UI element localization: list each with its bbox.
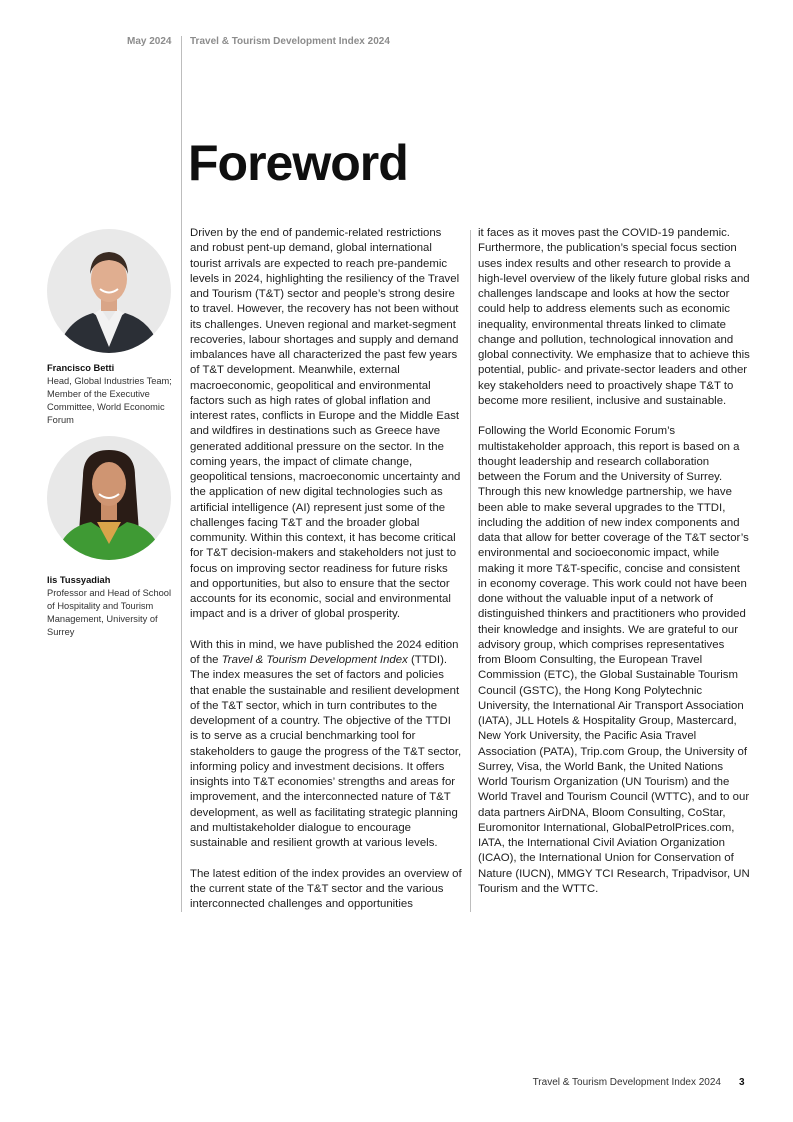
column-divider-middle: [470, 230, 471, 912]
portrait-francisco-betti: [47, 229, 171, 353]
body-column-right: [478, 226, 750, 912]
footer-title: Travel & Tourism Development Index 2024: [532, 1077, 721, 1088]
paragraph: it faces as it moves past the COVID-19 pandemic. Furthermore, the publication’s special focus section uses index results and other research to provide a high-level overview of the likely future global risks and challenges landscape and looks at how the sector could help to address elements such as economic inequality, environmental threats linked to climate change and pollution, technological innovation and global connectivity. We emphasize that to achieve this potential, public- and private-sector leaders and other key stakeholders need to proactively shape T&T to become more resilient, inclusive and sustainable.: [478, 227, 750, 407]
paragraph-text: With this in mind, we have published the 2024 edition of the: [190, 638, 459, 666]
person-caption-iis: [47, 574, 172, 639]
person-caption-francisco: [47, 362, 172, 427]
paragraph-text: (TTDI). The index measures the set of factors and policies that enable the sustainable and resilient development of the T&T sector, which in turn contributes to the development of a country. The objective of the TTDI is to serve as a crucial benchmarking tool for stakeholders to gauge the progress of the T&T sector, informing policy and investment decisions. It offers insights into T&T economies’ strengths and areas for improvement, and the interconnected nature of T&T development, as well as facilitating strategic planning and multistakeholder dialogue to encourage sustainable and resilient growth at various levels.: [190, 654, 462, 849]
index-title-emphasis: Travel & Tourism Development Index: [221, 654, 408, 666]
portrait-iis-tussyadiah: [47, 436, 171, 560]
paragraph: [190, 638, 462, 852]
paragraph: Driven by the end of pandemic-related restrictions and robust pent-up demand, global international tourist arrivals are expected to reach pre-pandemic levels in 2024, highlighting the resiliency of the Travel and Tourism (T&T) sector and people’s strong desire to travel. However, the recovery has not been without its challenges. Uneven regional and market-segment recoveries, labour shortages and supply and demand imbalances have all characterized the past few years of T&T development. Meanwhile, external macroeconomic, geopolitical and environmental factors such as high rates of global inflation and interest rates, conflicts in Europe and the Middle East and wildfires in destinations such as Greece have generated additional pressure on the sector. In the coming years, the impact of climate change, geopolitical tensions, macroeconomic uncertainty and the application of new digital technologies such as artificial intelligence (AI) represent just some of the challenges facing T&T and the broader global community. Within this context, it has become critical for T&T decision-makers and stakeholders not just to focus on improving sector readiness for future risks and opportunities, but also to ensure that the sector accounts for its economic, social and environmental impact and is a driver of global prosperity.: [190, 227, 461, 621]
column-divider-left: [181, 36, 182, 912]
paragraph: The latest edition of the index provides an overview of the current state of the T&T sector and the various interconnected challenges and opportunities: [190, 867, 462, 910]
header-title: Travel & Tourism Development Index 2024: [190, 36, 390, 47]
person-role: Professor and Head of School of Hospitality and Tourism Management, University of Surrey: [47, 588, 172, 637]
page-number: 3: [739, 1077, 745, 1088]
person-role: Head, Global Industries Team; Member of the Executive Committee, World Economic Forum: [47, 376, 172, 425]
person-name: Francisco Betti: [47, 363, 115, 373]
paragraph: Following the World Economic Forum’s multistakeholder approach, this report is based on a thought leadership and research collaboration between the Forum and the University of Surrey. Through this new knowledge partnership, we have been able to make several upgrades to the TTDI, including the addition of new index components and data that allow for better coverage of the T&T sector’s environmental and socioeconomic impact, while making it more T&T-specific, concise and consistent in economy coverage. This work could not have been done without the valuable input of a network of distinguished thinkers and practitioners who provided their knowledge and insights. We are grateful to our advisory group, which comprises representatives from Bloom Consulting, the European Travel Commission (ETC), the Global Sustainable Tourism Council (GSTC), the Hong Kong Polytechnic University, the International Air Transport Association (IATA), JLL Hotels & Hospitality Group, Mastercard, New York University, the Pacific Asia Travel Association (PATA), Trip.com Group, the University of Surrey, Visa, the World Bank, the United Nations World Tourism Organization (UN Tourism) and the World Travel and Tourism Council (WTTC), and to our data partners AirDNA, Bloom Consulting, CoStar, Euromonitor International, GlobalPetrolPrices.com, IATA, the International Civil Aviation Organization (ICAO), the International Union for Conservation of Nature (IUCN), MMGY TCI Research, Tripadvisor, UN Tourism and the WTTC.: [478, 425, 750, 895]
person-name: Iis Tussyadiah: [47, 575, 111, 585]
body-column-left: [190, 226, 462, 928]
page-title: Foreword: [188, 135, 408, 191]
header-date: May 2024: [127, 36, 172, 47]
